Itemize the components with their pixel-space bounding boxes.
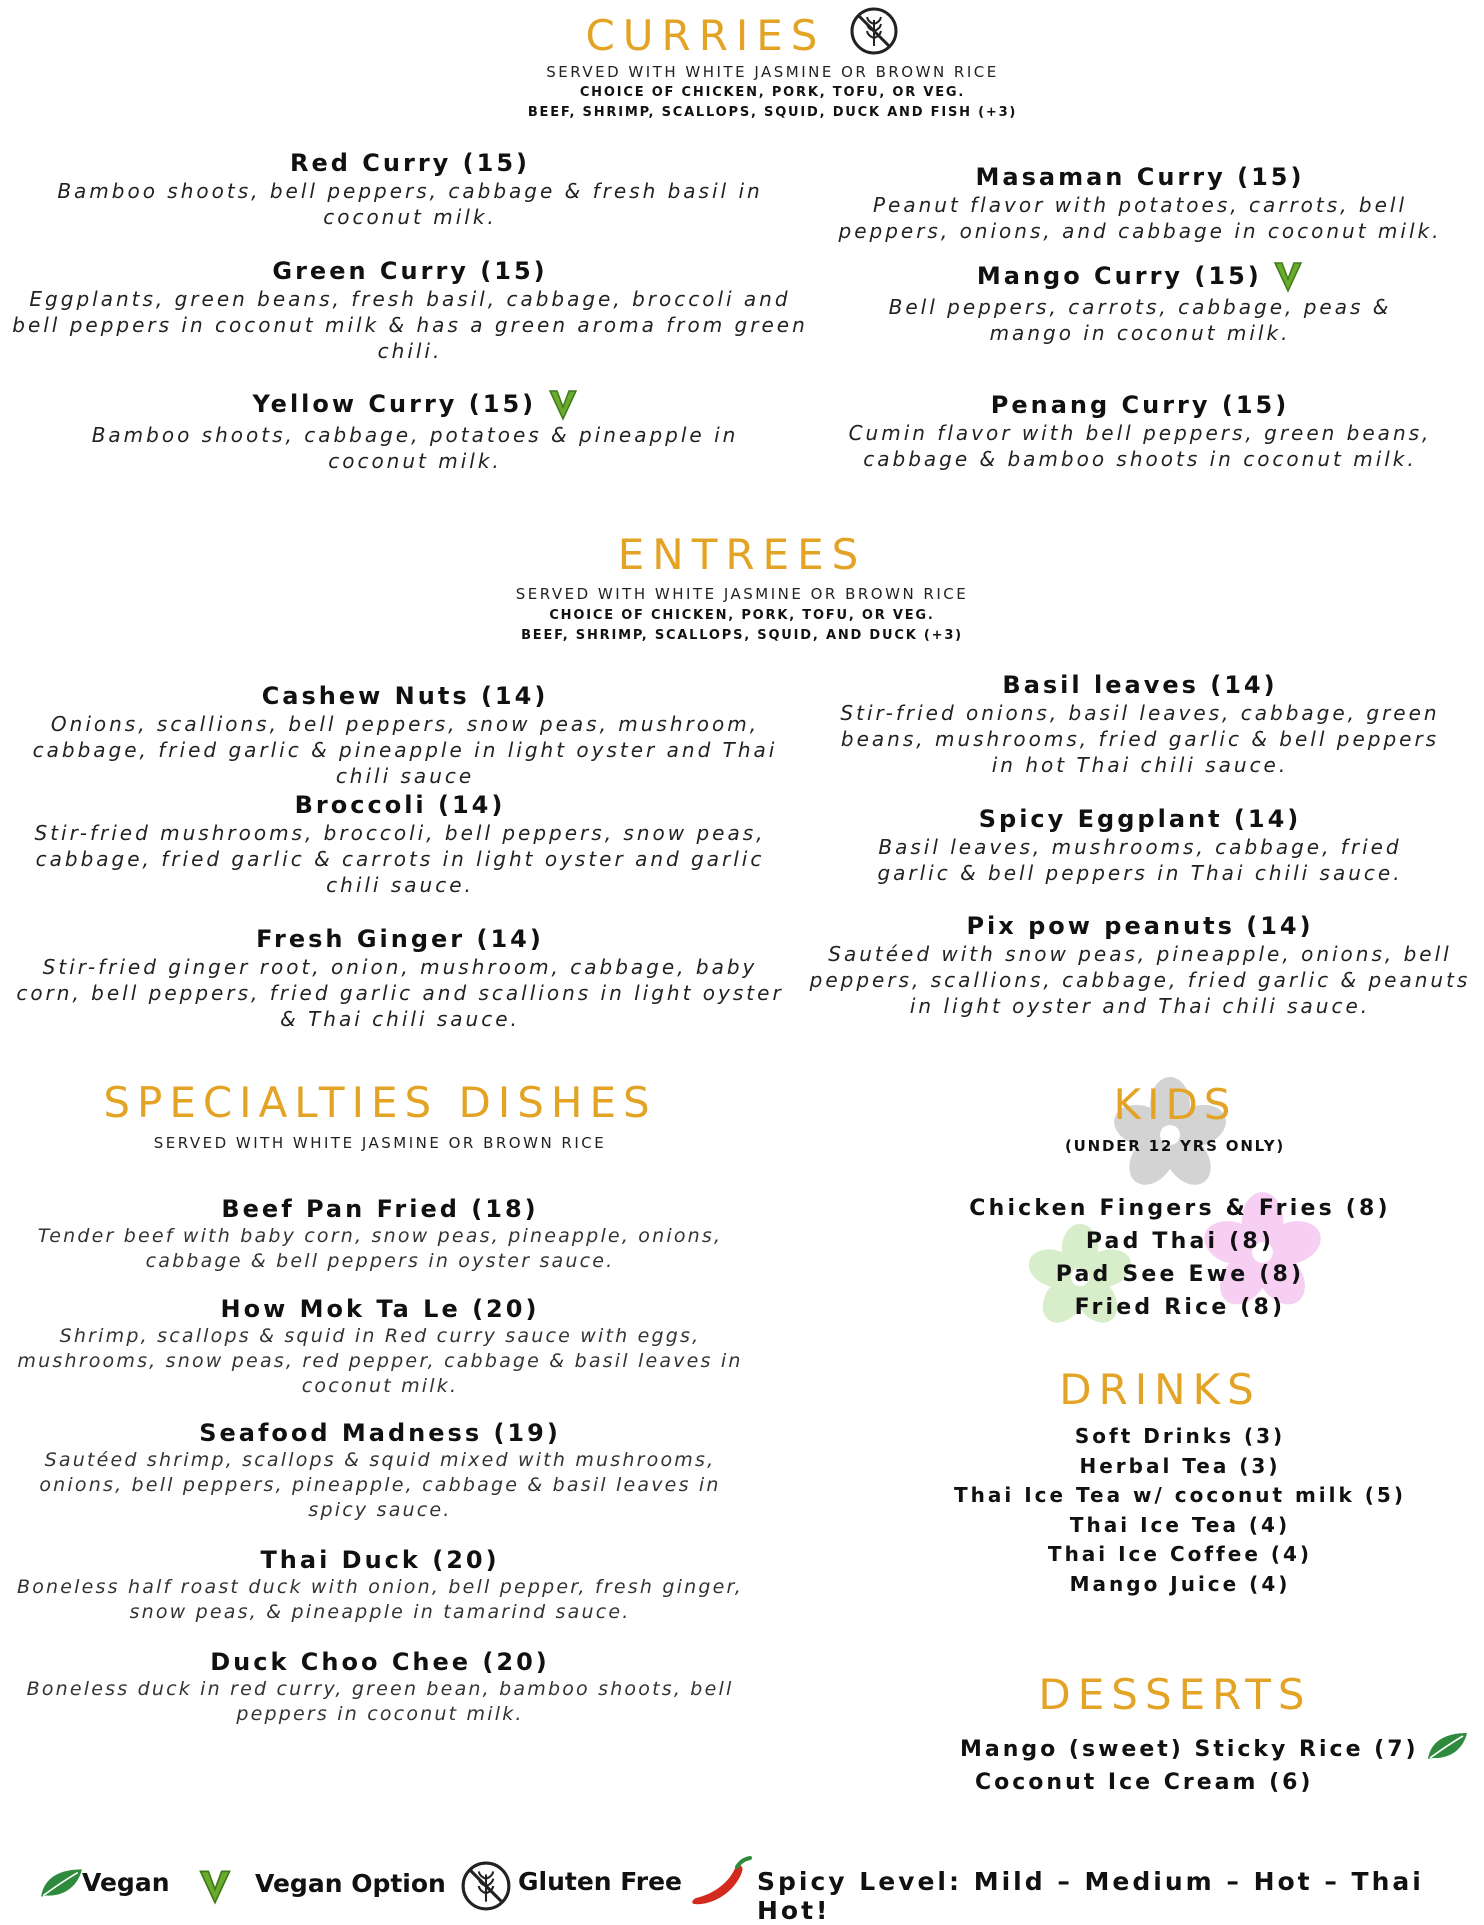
dish-description: Shrimp, scallops & squid in Red curry sauce with eggs, mushrooms, snow peas, red pepper, cabbage & basil leaves in coconut milk. — [17, 1325, 743, 1397]
dish-description: Sautéed with snow peas, pineapple, onions, bell peppers, scallions, cabbage, fried garlic & peanuts in light oyster and Thai chili sauce. — [809, 942, 1471, 1018]
menu-item — [0, 1545, 760, 1625]
dish-name: Penang Curry (15) — [990, 391, 1290, 419]
menu-item — [10, 1647, 750, 1727]
legend-spicy: Spicy Level: Mild – Medium – Hot – Thai Hot! — [757, 1867, 1424, 1925]
vegan-option-icon — [198, 1868, 232, 1906]
dish-name: Yellow Curry (15) — [252, 390, 537, 418]
dish-description: Bell peppers, carrots, cabbage, peas & mango in coconut milk. — [888, 295, 1392, 345]
desserts-title: DESSERTS — [1038, 1670, 1312, 1719]
dish-name: Duck Choo Chee (20) — [210, 1648, 550, 1676]
menu-item — [10, 790, 790, 898]
entrees-sub3: BEEF, SHRIMP, SCALLOPS, SQUID, AND DUCK (+3) — [521, 628, 963, 643]
dish-description: Onions, scallions, bell peppers, snow peas, mushroom, cabbage, fried garlic & pineapple in light oyster and Thai chili sauce — [32, 712, 778, 788]
dish-description: Stir-fried ginger root, onion, mushroom, cabbage, baby corn, bell peppers, fried garlic and scallions in light oyster & Thai chili sauce. — [16, 955, 784, 1031]
list-item: Fried Rice (8) — [1074, 1295, 1286, 1320]
vegan-option-icon — [548, 388, 578, 422]
chili-pepper-icon — [690, 1854, 756, 1910]
dish-description: Stir-fried onions, basil leaves, cabbage, green beans, mushrooms, fried garlic & bell peppers in hot Thai chili sauce. — [840, 701, 1440, 777]
specialties-sub1: SERVED WITH WHITE JASMINE OR BROWN RICE — [153, 1134, 607, 1152]
dish-description: Stir-fried mushrooms, broccoli, bell peppers, snow peas, cabbage, fried garlic & carrots in light oyster and garlic chili sauce. — [34, 821, 766, 897]
curries-sub1: SERVED WITH WHITE JASMINE OR BROWN RICE — [546, 63, 999, 81]
kids-sub1: (UNDER 12 YRS ONLY) — [1064, 1137, 1286, 1155]
dish-description: Basil leaves, mushrooms, cabbage, fried garlic & bell peppers in Thai chili sauce. — [877, 835, 1403, 885]
list-item: Mango (sweet) Sticky Rice (7) — [960, 1737, 1419, 1762]
curries-header — [0, 6, 1484, 60]
dish-name: Fresh Ginger (14) — [256, 925, 544, 953]
desserts-list — [960, 1730, 1480, 1799]
dish-name: Broccoli (14) — [294, 791, 506, 819]
menu-item — [0, 1294, 760, 1399]
dish-description: Tender beef with baby corn, snow peas, pineapple, onions, cabbage & bell peppers in oyster sauce. — [37, 1225, 723, 1272]
list-item: Soft Drinks (3) — [1074, 1424, 1286, 1448]
list-item: Coconut Ice Cream (6) — [975, 1770, 1314, 1795]
curries-title: CURRIES — [585, 11, 826, 60]
legend-vegan: Vegan — [82, 1868, 170, 1897]
entrees-sub2: CHOICE OF CHICKEN, PORK, TOFU, OR VEG. — [549, 608, 935, 623]
entrees-title: ENTREES — [617, 530, 867, 579]
drinks-title: DRINKS — [1059, 1365, 1261, 1414]
dish-name: Red Curry (15) — [290, 149, 530, 177]
legend-vegan-option: Vegan Option — [255, 1869, 446, 1898]
menu-item — [815, 670, 1465, 778]
list-item: Mango Juice (4) — [1069, 1571, 1291, 1596]
dish-name: Beef Pan Fried (18) — [221, 1195, 539, 1223]
vegan-option-icon — [1273, 260, 1303, 294]
dish-name: Green Curry (15) — [272, 257, 548, 285]
list-item: Pad Thai (8) — [1085, 1229, 1275, 1254]
dish-name: Seafood Madness (19) — [199, 1419, 561, 1447]
list-item: Pad See Ewe (8) — [1055, 1262, 1305, 1287]
dish-name: Pix pow peanuts (14) — [966, 912, 1314, 940]
dish-description: Boneless duck in red curry, green bean, bamboo shoots, bell peppers in coconut milk. — [26, 1678, 734, 1725]
menu-item — [10, 1194, 750, 1274]
dish-name: Spicy Eggplant (14) — [978, 805, 1302, 833]
menu-item — [830, 390, 1450, 472]
menu-item — [805, 911, 1475, 1019]
menu-item — [0, 924, 800, 1032]
gluten-free-icon — [460, 1860, 512, 1912]
legend — [0, 1854, 1484, 1925]
menu-item — [815, 260, 1465, 346]
menu-item — [815, 804, 1465, 886]
dish-description: Boneless half roast duck with onion, bell pepper, fresh ginger, snow peas, & pineapple in tamarind sauce. — [16, 1576, 744, 1623]
list-item: Chicken Fingers & Fries (8) — [969, 1196, 1391, 1221]
list-item: Thai Ice Tea (4) — [1069, 1512, 1291, 1537]
menu-item — [20, 148, 800, 230]
menu-item — [10, 681, 800, 789]
dish-description: Peanut flavor with potatoes, carrots, bell peppers, onions, and cabbage in coconut milk. — [838, 193, 1442, 243]
gluten-free-icon — [849, 6, 899, 56]
dish-description: Bamboo shoots, cabbage, potatoes & pineapple in coconut milk. — [91, 423, 739, 473]
dish-name: Masaman Curry (15) — [975, 163, 1305, 191]
dish-description: Cumin flavor with bell peppers, green beans, cabbage & bamboo shoots in coconut milk. — [848, 421, 1432, 471]
entrees-sub1: SERVED WITH WHITE JASMINE OR BROWN RICE — [515, 585, 969, 603]
vegan-leaf-icon — [38, 1866, 84, 1900]
dish-name: Cashew Nuts (14) — [261, 682, 549, 710]
list-item: Herbal Tea (3) — [1079, 1453, 1281, 1478]
menu-item — [10, 1418, 750, 1523]
menu-item — [805, 162, 1475, 244]
list-item: Thai Ice Tea w/ coconut milk (5) — [954, 1483, 1406, 1507]
dish-name: Mango Curry (15) — [976, 262, 1262, 290]
menu-item — [0, 256, 820, 364]
dish-name: Thai Duck (20) — [260, 1546, 500, 1574]
kids-list — [900, 1192, 1460, 1324]
curries-sub3: BEEF, SHRIMP, SCALLOPS, SQUID, DUCK AND FISH (+3) — [527, 105, 1018, 120]
dish-name: How Mok Ta Le (20) — [220, 1295, 540, 1323]
dish-name: Basil leaves (14) — [1002, 671, 1278, 699]
dish-description: Eggplants, green beans, fresh basil, cabbage, broccoli and bell peppers in coconut milk & has a green aroma from green chili. — [12, 287, 808, 363]
specialties-title: SPECIALTIES DISHES — [103, 1078, 657, 1127]
dish-description: Bamboo shoots, bell peppers, cabbage & fresh basil in coconut milk. — [57, 179, 763, 229]
curries-sub2: CHOICE OF CHICKEN, PORK, TOFU, OR VEG. — [579, 85, 966, 100]
legend-gluten-free: Gluten Free — [518, 1867, 683, 1896]
list-item: Thai Ice Coffee (4) — [1047, 1542, 1313, 1566]
dish-description: Sautéed shrimp, scallops & squid mixed with mushrooms, onions, bell peppers, pineapple, cabbage & basil leaves in spicy sauce. — [39, 1449, 721, 1521]
drinks-list — [900, 1422, 1460, 1599]
vegan-leaf-icon — [1425, 1730, 1469, 1762]
kids-title: KIDS — [1113, 1080, 1237, 1129]
menu-item — [20, 388, 810, 474]
